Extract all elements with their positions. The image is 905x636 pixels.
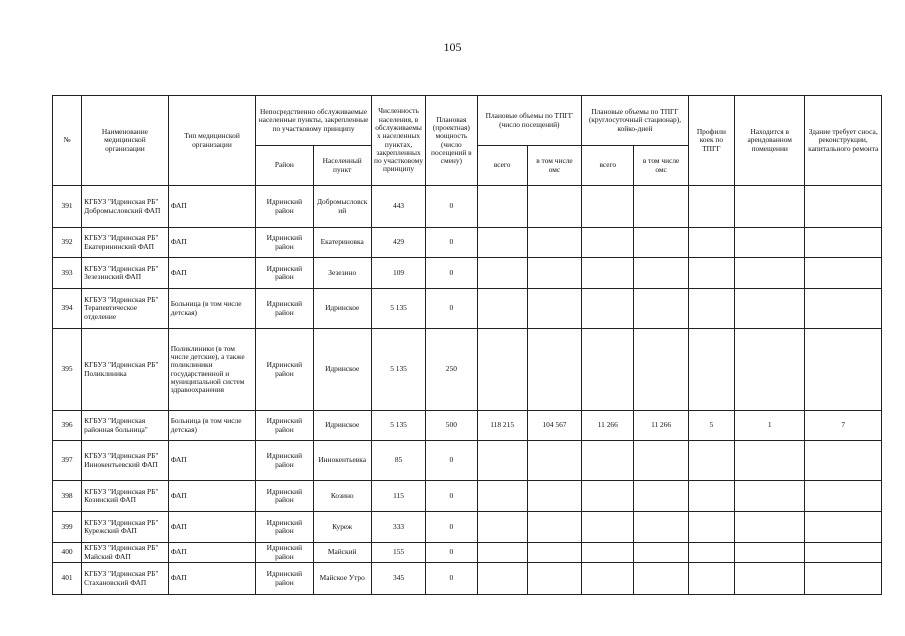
- cell-capacity: 0: [426, 563, 477, 595]
- cell-beds: [688, 543, 734, 563]
- cell-rented: [735, 512, 805, 543]
- header-settlement: Населенный пункт: [313, 146, 371, 186]
- header-settlements: Непосредственно обслуживаемые населенные пункты, закрепленные по участковому принципу: [256, 96, 372, 146]
- cell-hosp-oms: [634, 512, 688, 543]
- cell-hosp-total: [582, 258, 634, 289]
- header-beds: Профили коек по ТПГГ: [688, 96, 734, 186]
- header-hosp-total: всего: [582, 146, 634, 186]
- header-name: Наименование медицинской организации: [82, 96, 169, 186]
- cell-org-type: ФАП: [168, 512, 256, 543]
- cell-org-type: ФАП: [168, 563, 256, 595]
- cell-population: 345: [371, 563, 425, 595]
- cell-repair: 7: [805, 411, 882, 441]
- cell-org-name: КГБУЗ "Идринская РБ" Поликлиника: [82, 329, 169, 411]
- table-row: [53, 563, 882, 595]
- cell-repair: [805, 441, 882, 481]
- cell-district: Идринский район: [256, 258, 313, 289]
- cell-org-name: КГБУЗ "Идринская РБ" Стахановский ФАП: [82, 563, 169, 595]
- cell-row-number: 401: [53, 563, 82, 595]
- cell-hosp-total: [582, 512, 634, 543]
- cell-visits-total: [477, 481, 527, 512]
- cell-visits-total: 118 215: [477, 411, 527, 441]
- cell-row-number: 396: [53, 411, 82, 441]
- cell-hosp-total: [582, 289, 634, 329]
- cell-settlement: Куреж: [313, 512, 371, 543]
- cell-repair: [805, 329, 882, 411]
- cell-repair: [805, 563, 882, 595]
- cell-beds: [688, 441, 734, 481]
- cell-population: 85: [371, 441, 425, 481]
- cell-row-number: 398: [53, 481, 82, 512]
- cell-population: 5 135: [371, 411, 425, 441]
- cell-beds: [688, 186, 734, 228]
- cell-district: Идринский район: [256, 441, 313, 481]
- header-tpgg-hosp: Плановые объемы по ТПГГ (круглосуточный стационар), койко-дней: [582, 96, 689, 146]
- cell-org-name: КГБУЗ "Идринская РБ" Терапевтическое отделение: [82, 289, 169, 329]
- table-row: [53, 543, 882, 563]
- cell-org-type: ФАП: [168, 186, 256, 228]
- cell-population: 5 135: [371, 289, 425, 329]
- cell-org-type: Поликлиники (в том числе детские), а также поликлиники государственной и муниципальной систем здравоохранения: [168, 329, 256, 411]
- cell-settlement: Зезезино: [313, 258, 371, 289]
- cell-visits-total: [477, 441, 527, 481]
- cell-district: Идринский район: [256, 563, 313, 595]
- cell-settlement: Идринское: [313, 289, 371, 329]
- cell-rented: [735, 543, 805, 563]
- cell-visits-oms: [527, 329, 581, 411]
- cell-row-number: 400: [53, 543, 82, 563]
- cell-org-name: КГБУЗ "Идринская РБ" Иннокентьевский ФАП: [82, 441, 169, 481]
- cell-hosp-total: 11 266: [582, 411, 634, 441]
- cell-capacity: 0: [426, 186, 477, 228]
- cell-beds: [688, 329, 734, 411]
- cell-hosp-oms: [634, 543, 688, 563]
- cell-repair: [805, 228, 882, 258]
- cell-population: 443: [371, 186, 425, 228]
- cell-repair: [805, 543, 882, 563]
- cell-visits-total: [477, 228, 527, 258]
- cell-population: 155: [371, 543, 425, 563]
- cell-population: 115: [371, 481, 425, 512]
- cell-org-type: ФАП: [168, 258, 256, 289]
- table-row: [53, 512, 882, 543]
- cell-settlement: Майское Утро: [313, 563, 371, 595]
- cell-settlement: Идринское: [313, 329, 371, 411]
- cell-rented: [735, 329, 805, 411]
- cell-beds: [688, 563, 734, 595]
- cell-hosp-total: [582, 543, 634, 563]
- cell-visits-oms: [527, 563, 581, 595]
- cell-org-name: КГБУЗ "Идринская РБ" Екатерининский ФАП: [82, 228, 169, 258]
- cell-row-number: 399: [53, 512, 82, 543]
- cell-rented: [735, 289, 805, 329]
- cell-visits-oms: [527, 289, 581, 329]
- cell-district: Идринский район: [256, 228, 313, 258]
- cell-hosp-oms: [634, 186, 688, 228]
- cell-rented: [735, 563, 805, 595]
- cell-hosp-oms: 11 266: [634, 411, 688, 441]
- cell-rented: 1: [735, 411, 805, 441]
- cell-visits-oms: [527, 258, 581, 289]
- cell-rented: [735, 186, 805, 228]
- cell-district: Идринский район: [256, 411, 313, 441]
- cell-hosp-oms: [634, 481, 688, 512]
- cell-beds: [688, 289, 734, 329]
- page-number: 105: [443, 40, 462, 54]
- cell-district: Идринский район: [256, 512, 313, 543]
- table-row: [53, 289, 882, 329]
- cell-hosp-oms: [634, 563, 688, 595]
- cell-hosp-oms: [634, 441, 688, 481]
- cell-district: Идринский район: [256, 186, 313, 228]
- cell-org-type: ФАП: [168, 543, 256, 563]
- cell-row-number: 397: [53, 441, 82, 481]
- cell-org-name: КГБУЗ "Идринская РБ" Козинский ФАП: [82, 481, 169, 512]
- cell-visits-oms: [527, 186, 581, 228]
- cell-visits-oms: [527, 543, 581, 563]
- cell-beds: [688, 481, 734, 512]
- cell-repair: [805, 186, 882, 228]
- cell-row-number: 391: [53, 186, 82, 228]
- table-row: [53, 258, 882, 289]
- cell-rented: [735, 441, 805, 481]
- table-row: [53, 329, 882, 411]
- cell-visits-oms: [527, 441, 581, 481]
- cell-row-number: 394: [53, 289, 82, 329]
- cell-visits-total: [477, 543, 527, 563]
- cell-rented: [735, 228, 805, 258]
- header-hosp-oms: в том числе омс: [634, 146, 688, 186]
- cell-repair: [805, 258, 882, 289]
- cell-district: Идринский район: [256, 543, 313, 563]
- cell-row-number: 395: [53, 329, 82, 411]
- cell-capacity: 0: [426, 228, 477, 258]
- header-visits-total: всего: [477, 146, 527, 186]
- cell-settlement: Екатериновка: [313, 228, 371, 258]
- table-row: [53, 228, 882, 258]
- cell-capacity: 0: [426, 481, 477, 512]
- cell-settlement: Добромысловский: [313, 186, 371, 228]
- cell-org-type: Больница (в том числе детская): [168, 411, 256, 441]
- cell-hosp-total: [582, 329, 634, 411]
- cell-beds: [688, 512, 734, 543]
- cell-visits-total: [477, 512, 527, 543]
- cell-repair: [805, 512, 882, 543]
- cell-org-type: ФАП: [168, 441, 256, 481]
- cell-visits-oms: [527, 512, 581, 543]
- cell-org-name: КГБУЗ "Идринская РБ" Добромысловский ФАП: [82, 186, 169, 228]
- cell-repair: [805, 481, 882, 512]
- cell-capacity: 500: [426, 411, 477, 441]
- cell-beds: [688, 258, 734, 289]
- cell-visits-total: [477, 289, 527, 329]
- table-row: [53, 481, 882, 512]
- cell-district: Идринский район: [256, 329, 313, 411]
- header-district: Район: [256, 146, 313, 186]
- cell-population: 5 135: [371, 329, 425, 411]
- cell-org-name: КГБУЗ "Идринская РБ" Зезезинский ФАП: [82, 258, 169, 289]
- cell-rented: [735, 258, 805, 289]
- cell-capacity: 0: [426, 258, 477, 289]
- cell-settlement: Иннокентьевка: [313, 441, 371, 481]
- cell-beds: 5: [688, 411, 734, 441]
- header-rented: Находится в арендованном помещении: [735, 96, 805, 186]
- cell-population: 109: [371, 258, 425, 289]
- cell-visits-total: [477, 563, 527, 595]
- cell-org-type: ФАП: [168, 481, 256, 512]
- cell-hosp-total: [582, 563, 634, 595]
- table-row: [53, 186, 882, 228]
- header-capacity: Плановая (проектная) мощность (число посещений в смену): [426, 96, 477, 186]
- cell-visits-total: [477, 258, 527, 289]
- cell-population: 429: [371, 228, 425, 258]
- cell-visits-total: [477, 329, 527, 411]
- cell-hosp-oms: [634, 258, 688, 289]
- cell-org-type: Больница (в том числе детская): [168, 289, 256, 329]
- cell-settlement: Майский: [313, 543, 371, 563]
- cell-capacity: 250: [426, 329, 477, 411]
- cell-repair: [805, 289, 882, 329]
- table-row: [53, 441, 882, 481]
- cell-hosp-total: [582, 441, 634, 481]
- cell-org-type: ФАП: [168, 228, 256, 258]
- cell-visits-total: [477, 186, 527, 228]
- header-num: №: [53, 96, 82, 186]
- cell-hosp-total: [582, 186, 634, 228]
- cell-hosp-oms: [634, 228, 688, 258]
- header-type: Тип медицинской организации: [168, 96, 256, 186]
- cell-visits-oms: 104 567: [527, 411, 581, 441]
- cell-capacity: 0: [426, 289, 477, 329]
- cell-org-name: КГБУЗ "Идринская РБ" Курежский ФАП: [82, 512, 169, 543]
- cell-capacity: 0: [426, 543, 477, 563]
- cell-visits-oms: [527, 481, 581, 512]
- header-tpgg-visits: Плановые объемы по ТПГГ (число посещений): [477, 96, 582, 146]
- cell-visits-oms: [527, 228, 581, 258]
- cell-hosp-total: [582, 481, 634, 512]
- table-row: [53, 411, 882, 441]
- cell-district: Идринский район: [256, 289, 313, 329]
- cell-population: 333: [371, 512, 425, 543]
- header-population: Численность населения, в обслуживаемых населенных пунктах, закрепленных по участковому принципу: [371, 96, 425, 186]
- cell-settlement: Идринское: [313, 411, 371, 441]
- cell-hosp-oms: [634, 289, 688, 329]
- header-repair: Здание требует сноса, реконструкции, капитального ремонта: [805, 96, 882, 186]
- cell-hosp-total: [582, 228, 634, 258]
- cell-rented: [735, 481, 805, 512]
- facilities-table: [52, 95, 882, 595]
- cell-row-number: 393: [53, 258, 82, 289]
- cell-beds: [688, 228, 734, 258]
- cell-capacity: 0: [426, 441, 477, 481]
- cell-district: Идринский район: [256, 481, 313, 512]
- cell-hosp-oms: [634, 329, 688, 411]
- cell-row-number: 392: [53, 228, 82, 258]
- header-visits-oms: в том числе омс: [527, 146, 581, 186]
- cell-capacity: 0: [426, 512, 477, 543]
- cell-settlement: Козино: [313, 481, 371, 512]
- cell-org-name: КГБУЗ "Идринская РБ" Майский ФАП: [82, 543, 169, 563]
- cell-org-name: КГБУЗ "Идринская районная больница": [82, 411, 169, 441]
